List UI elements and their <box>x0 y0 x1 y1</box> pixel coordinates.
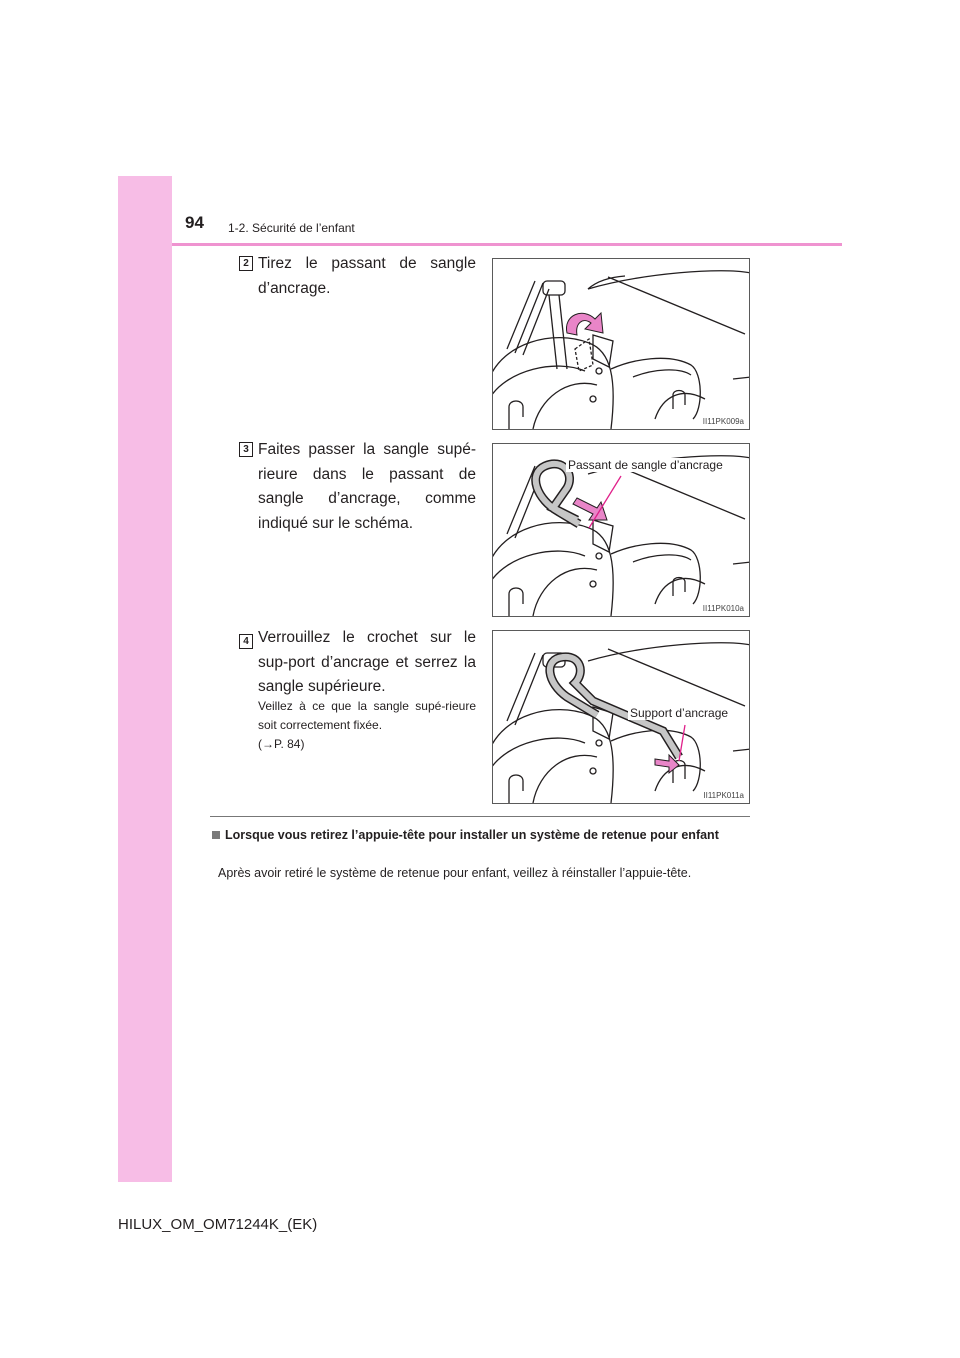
header-rule <box>172 243 842 246</box>
step-illustration <box>492 258 750 430</box>
step-instruction: Faites passer la sangle supé-rieure dans le passant de sangle d’ancrage, comme indiqué sur le schéma. <box>258 441 476 532</box>
note-heading-text: Lorsque vous retirez l’appuie-tête pour installer un système de retenue pour enfant <box>225 828 719 842</box>
figure-code: II11PK010a <box>702 604 744 613</box>
document-code: HILUX_OM_OM71244K_(EK) <box>118 1216 318 1233</box>
note-body: Après avoir retiré le système de retenue pour enfant, veillez à réinstaller l’appuie-tête. <box>218 866 692 880</box>
section-label: 1-2. Sécurité de l’enfant <box>228 221 355 235</box>
step-note: Veillez à ce que la sangle supé-rieure soit correctement fixée. <box>258 699 476 732</box>
page-number: 94 <box>185 213 204 232</box>
step-instruction: Tirez le passant de sangle d’ancrage. <box>258 255 476 297</box>
section-divider <box>210 816 750 817</box>
callout-label: Support d’ancrage <box>630 706 729 720</box>
figure-code: II11PK009a <box>702 417 744 426</box>
callout-label: Passant de sangle d’ancrage <box>568 458 723 472</box>
note-heading <box>212 826 748 844</box>
figure-code: II11PK011a <box>703 791 744 800</box>
step-number-badge: 4 <box>239 634 253 649</box>
page-reference: (→P. 84) <box>258 737 305 751</box>
step-instruction: Verrouillez le crochet sur le sup-port d’ancrage et serrez la sangle supérieure. <box>258 629 476 695</box>
square-bullet-icon <box>212 831 220 839</box>
side-color-band <box>118 176 172 1182</box>
seat-illustration <box>493 259 749 429</box>
step-number-badge: 3 <box>239 442 253 457</box>
step-number-badge: 2 <box>239 256 253 271</box>
